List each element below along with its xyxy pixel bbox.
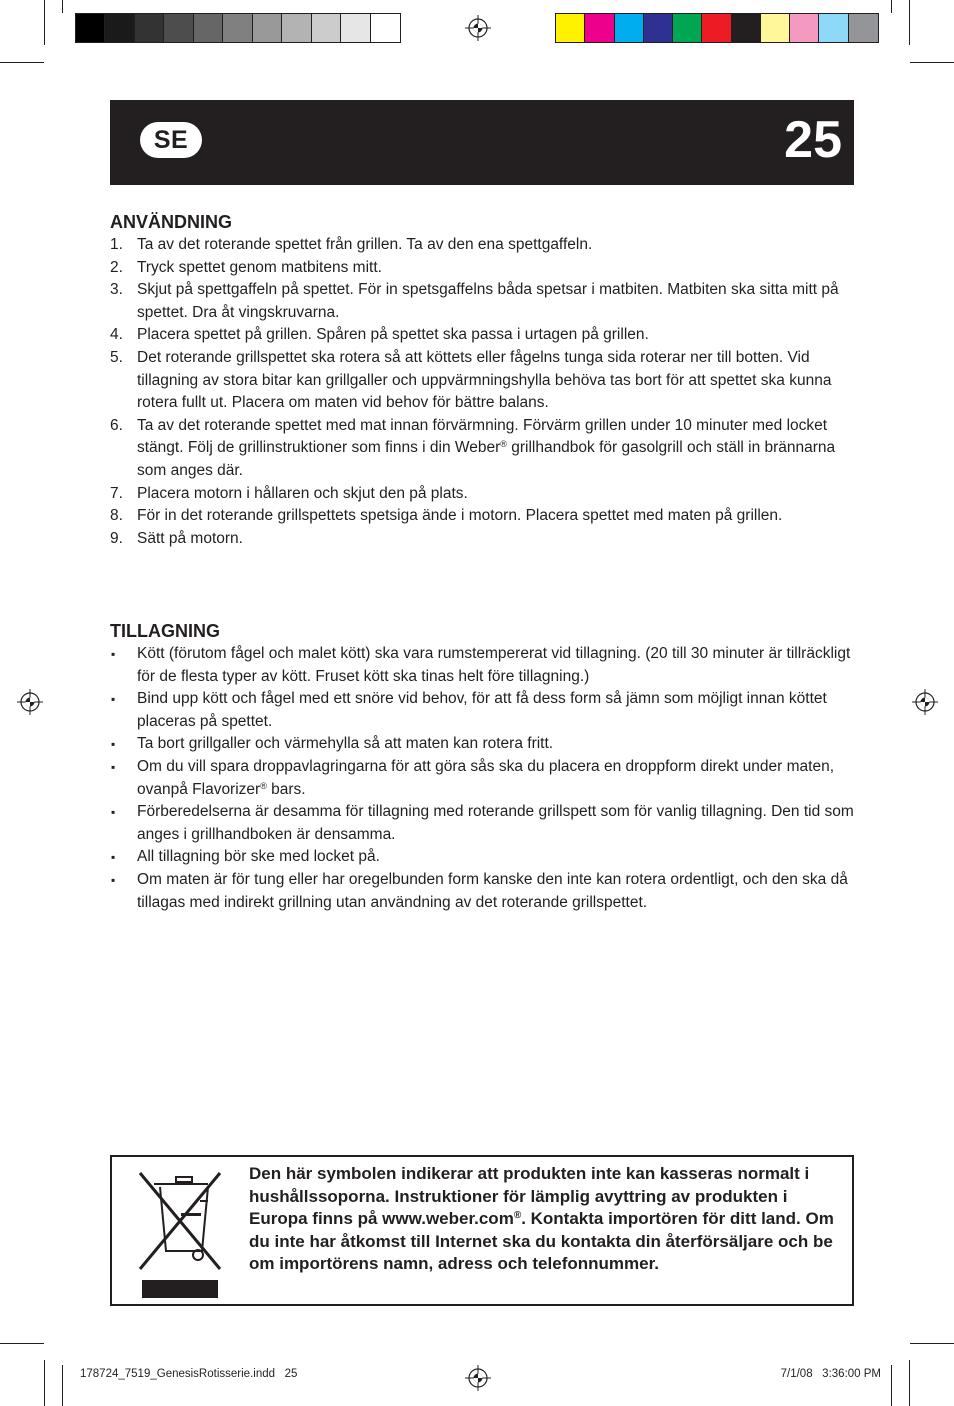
tip-text: Om maten är för tung eller har oregelbunden form kanske den inte kan rotera ordentligt, och den ska då tillagas med indirekt grillning utan användning av det roterande grillspettet. (137, 870, 848, 911)
registration-mark-icon (912, 689, 938, 715)
list-item (110, 279, 855, 324)
color-swatch (819, 14, 848, 42)
list-item (110, 756, 855, 801)
color-swatch (312, 14, 341, 42)
step-text: Det roterande grillspettet ska rotera så att köttets eller fågelns tunga sida roterar ner till botten. Vid tillagning av stora bitar kan grillgaller och uppvärmningshylla behöva tas bort för att spettet ska kunna rotera fullt ut. Placera om maten vid behov för bättre balans. (137, 348, 832, 412)
cooking-tips-list (110, 643, 855, 914)
bullet-icon: ▪ (111, 805, 116, 820)
step-number: 9. (110, 529, 123, 547)
list-item (110, 643, 855, 688)
color-swatch (790, 14, 819, 42)
color-swatch (223, 14, 252, 42)
section-heading: ANVÄNDNING (110, 212, 233, 232)
step-text: Ta av det roterande spettet med mat innan förvärmning. Förvärm grillen under 10 minuter med locket stängt. Följ de grillinstruktioner som finns i din Weber (137, 416, 828, 457)
crop-mark (0, 62, 44, 63)
color-swatch (341, 14, 370, 42)
step-number: 2. (110, 258, 123, 276)
list-item (110, 733, 855, 756)
crop-mark (910, 1343, 954, 1344)
step-text: Sätt på motorn. (137, 529, 243, 547)
bullet-icon: ▪ (111, 647, 116, 661)
tip-text: Ta bort grillgaller och värmehylla så att maten kan rotera fritt. (137, 735, 554, 753)
step-number: 6. (110, 416, 123, 434)
registered-mark: ® (260, 780, 267, 791)
registration-mark-icon (465, 1365, 491, 1391)
list-item (110, 257, 855, 280)
list-item (110, 505, 855, 528)
crop-mark (44, 1360, 45, 1406)
section-heading: TILLAGNING (110, 621, 220, 641)
page-number: 25 (784, 111, 842, 169)
color-swatch (761, 14, 790, 42)
timestamp-slug: 7/1/08 3:36:00 PM (780, 1368, 881, 1380)
tip-text: Förberedelserna är desamma för tillagning med roterande grillspett som för vanlig tillagning. Den tid som anges i grillhandboken är densamma. (137, 803, 854, 843)
bullet-icon: ▪ (111, 850, 116, 865)
list-item (110, 324, 855, 347)
bullet-icon: ▪ (111, 872, 116, 887)
color-swatch (105, 14, 134, 42)
file-info-slug: 178724_7519_GenesisRotisserie.indd 25 (80, 1368, 298, 1380)
color-swatch (849, 14, 878, 42)
step-number: 7. (110, 484, 123, 502)
crossed-out-wheelie-bin-icon (136, 1169, 226, 1273)
step-number: 8. (110, 507, 123, 525)
color-swatch (135, 14, 164, 42)
registration-mark-icon (465, 15, 491, 41)
step-text: Ta av det roterande spettet från grillen. Ta av den ena spettgaffeln. (137, 236, 593, 253)
bullet-icon: ▪ (111, 759, 116, 774)
color-swatch (164, 14, 193, 42)
color-swatch (371, 14, 400, 42)
crop-mark (44, 0, 45, 45)
step-text: Tryck spettet genom matbitens mitt. (137, 258, 382, 276)
color-swatch (673, 14, 702, 42)
color-swatch (194, 14, 223, 42)
tip-text: Om du vill spara droppavlagringarna för att göra sås ska du placera en droppform direkt under maten, ovanpå Flavorizer (137, 757, 835, 798)
usage-steps-list (110, 234, 855, 550)
crop-mark (62, 1365, 63, 1406)
step-number: 5. (110, 348, 123, 366)
list-item (110, 528, 855, 551)
registration-mark-icon (17, 689, 43, 715)
tip-text: bars. (266, 780, 306, 798)
crop-mark (891, 0, 892, 13)
step-text: För in det roterande grillspettets spetsiga ände i motorn. Placera spettet med maten på grillen. (137, 507, 783, 525)
step-number: 1. (110, 236, 123, 253)
bullet-icon: ▪ (111, 692, 116, 707)
crop-mark (891, 1365, 892, 1406)
step-number: 3. (110, 281, 123, 299)
disposal-notice-text (249, 1163, 849, 1276)
step-text: grillhandbok för gasolgrill och ställ in brännarna som anges där. (137, 439, 836, 479)
step-text: Skjut på spettgaffeln på spettet. För in spetsgaffelns båda spetsar i matbiten. Matbiten ska sitta mitt på spettet. Dra åt vingskruvarna. (137, 281, 839, 321)
list-item (110, 347, 855, 415)
bullet-icon: ▪ (111, 737, 116, 752)
registered-mark: ® (513, 1210, 522, 1222)
page-header-band (110, 100, 854, 185)
disposal-text: . Kontakta importören för ditt land. Om du inte har åtkomst till Internet ska du kontakta din återförsäljare och be om importörens namn, adress och telefonnummer. (249, 1209, 834, 1274)
language-badge: SE (140, 122, 202, 158)
color-swatch (282, 14, 311, 42)
crop-mark (0, 1343, 44, 1344)
color-swatch (76, 14, 105, 42)
disposal-date-bar (142, 1280, 218, 1298)
list-item (110, 869, 855, 914)
usage-section (110, 211, 855, 550)
list-item (110, 234, 855, 257)
disposal-text: Den här symbolen indikerar att produkten inte kan kasseras normalt i hushållssoporna. Instruktioner för lämplig avyttring av produkten i Europa finns på www.weber.com (249, 1164, 810, 1229)
step-text: Placera spettet på grillen. Spåren på spettet ska passa i urtagen på grillen. (137, 326, 649, 344)
color-swatch (585, 14, 614, 42)
crop-mark (909, 0, 910, 45)
tip-text: Kött (förutom fågel och malet kött) ska vara rumstempererat vid tillagning. (20 till 30 minuter är tillräckligt för de flesta typer av kött. Fruset kött ska tinas helt före tillagning.) (137, 645, 851, 685)
list-item (110, 801, 855, 846)
list-item (110, 415, 855, 483)
color-swatch (253, 14, 282, 42)
tip-text: All tillagning bör ske med locket på. (137, 848, 380, 866)
color-swatch (644, 14, 673, 42)
color-swatch (615, 14, 644, 42)
list-item (110, 688, 855, 733)
crop-mark (909, 1360, 910, 1406)
registered-mark: ® (500, 439, 507, 450)
list-item (110, 483, 855, 506)
tip-text: Bind upp kött och fågel med ett snöre vid behov, för att få dess form så jämn som möjligt innan köttet placeras på spettet. (137, 690, 827, 730)
step-number: 4. (110, 326, 123, 344)
process-color-bar (555, 13, 879, 43)
list-item (110, 846, 855, 869)
color-swatch (556, 14, 585, 42)
grayscale-color-bar (75, 13, 401, 43)
color-swatch (732, 14, 761, 42)
crop-mark (910, 62, 954, 63)
disposal-notice-box (110, 1155, 854, 1306)
step-text: Placera motorn i hållaren och skjut den på plats. (137, 484, 468, 502)
crop-mark (62, 0, 63, 13)
cooking-section (110, 620, 855, 914)
color-swatch (702, 14, 731, 42)
